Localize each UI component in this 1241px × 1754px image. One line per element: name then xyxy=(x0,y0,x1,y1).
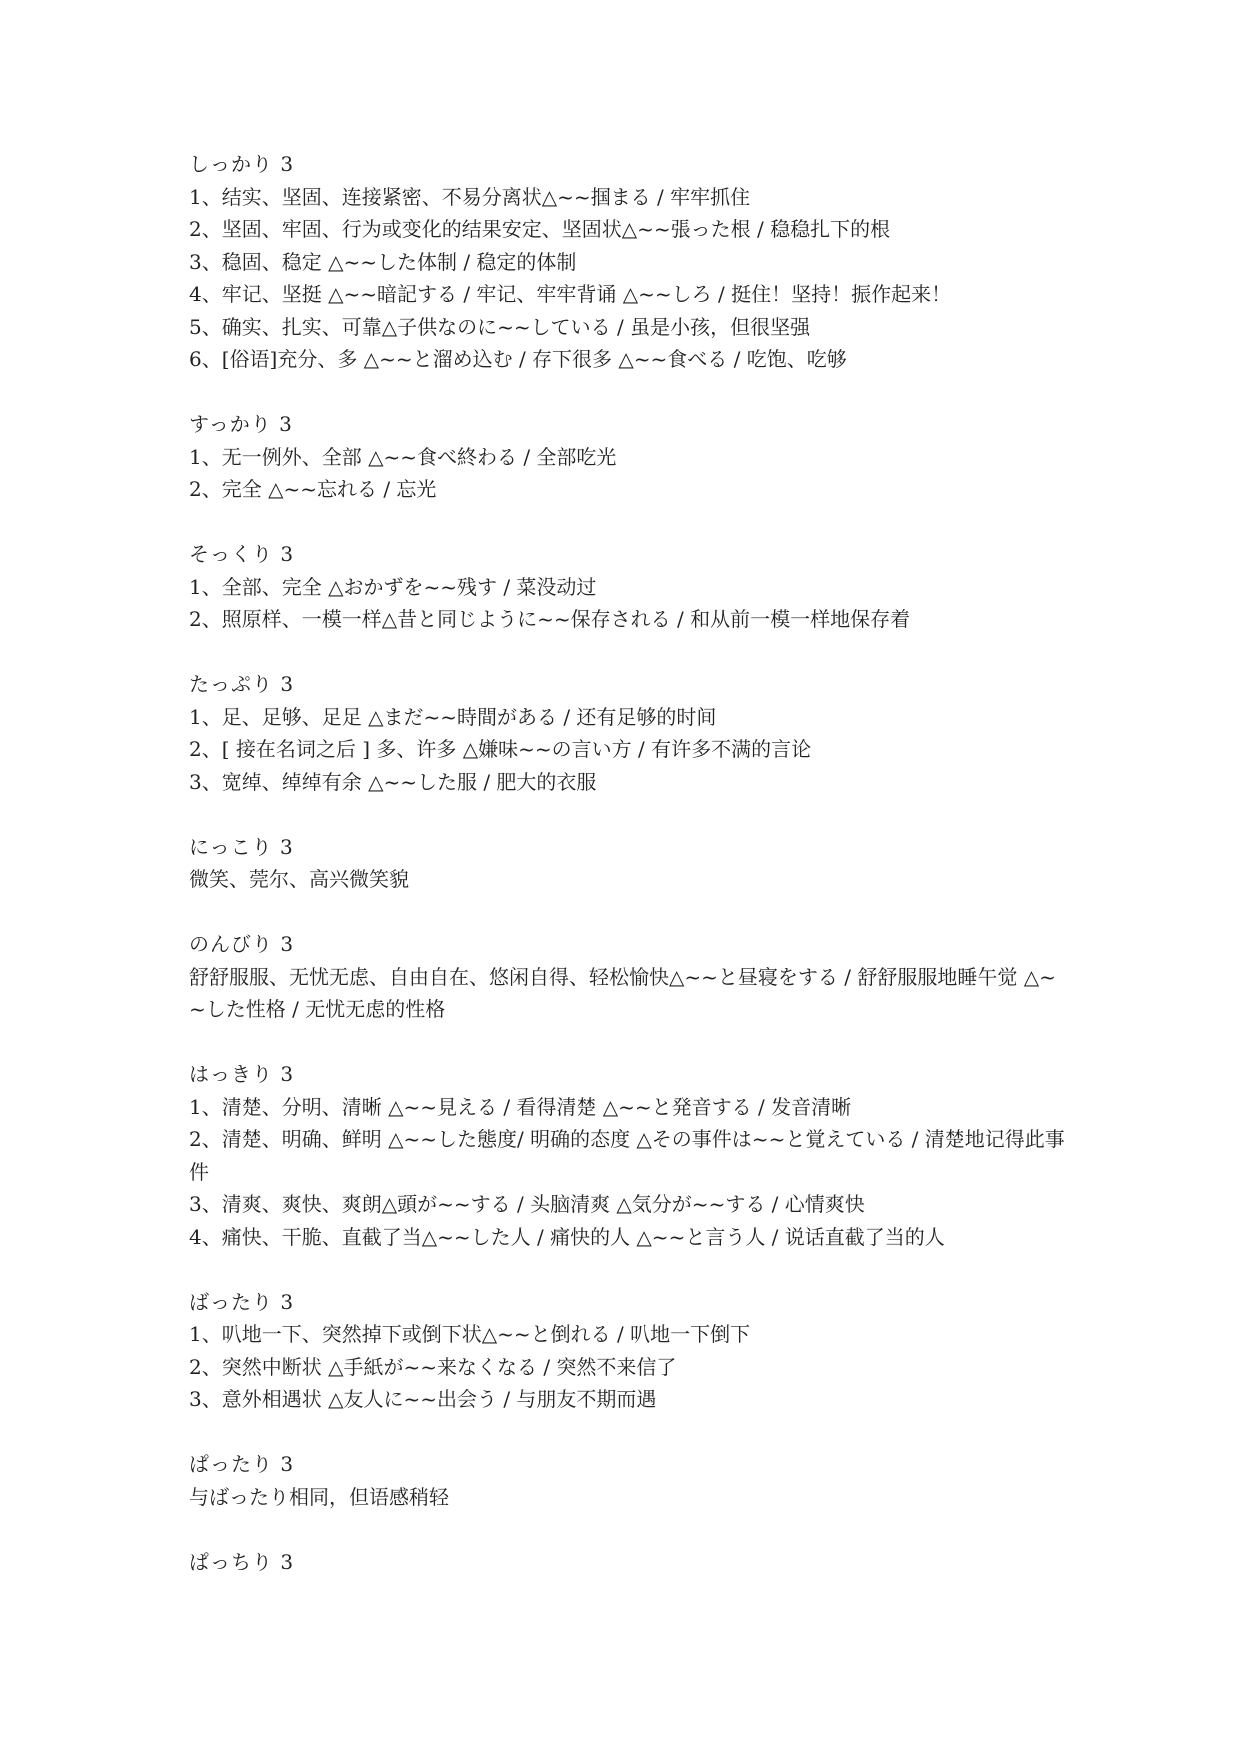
entry-heading: にっこり 3 xyxy=(189,834,294,859)
entry-heading: のんびり 3 xyxy=(189,932,295,956)
definition-line: 1、无一例外、全部 △~~食べ終わる / 全部吃光 xyxy=(189,444,617,469)
entry-sukkari xyxy=(189,408,1069,506)
definition-line: 3、宽绰、绰绰有余 △~~した服 / 肥大的衣服 xyxy=(189,769,597,794)
definition-line: 4、痛快、干脆、直截了当△~~した人 / 痛快的人 △~~と言う人 / 说话直截了当的人 xyxy=(189,1224,945,1249)
definition-line: 6、[俗语]充分、多 △~~と溜め込む / 存下很多 △~~食べる / 吃饱、吃够 xyxy=(189,347,847,371)
definition-line: 微笑、莞尔、高兴微笑貌 xyxy=(189,867,409,891)
definition-line: 1、叭地一下、突然掉下或倒下状△~~と倒れる / 叭地一下倒下 xyxy=(189,1322,751,1346)
entry-heading: しっかり 3 xyxy=(189,152,295,176)
definition-line: 2、坚固、牢固、行为或变化的结果安定、坚固状△~~張った根 / 稳稳扎下的根 xyxy=(189,217,891,241)
definition-line: 5、确实、扎实、可靠△子供なのに~~している / 虽是小孩，但很坚强 xyxy=(189,314,811,339)
definition-line: 舒舒服服、无忧无虑、自由自在、悠闲自得、轻松愉快△~~と昼寝をする / 舒舒服服地睡午觉 △~~した性格 / 无忧无虑的性格 xyxy=(189,964,1056,1021)
definition-line: 与ばったり相同，但语感稍轻 xyxy=(189,1484,449,1509)
entry-nikkori xyxy=(189,831,1069,896)
entry-heading: はっきり 3 xyxy=(189,1062,295,1086)
entry-heading: たっぷり 3 xyxy=(189,672,295,696)
entry-shikkari xyxy=(189,148,1069,376)
entry-heading: そっくり 3 xyxy=(189,542,295,566)
definition-line: 1、结实、坚固、连接紧密、不易分离状△~~掴まる / 牢牢抓住 xyxy=(189,184,751,209)
entry-hakkiri xyxy=(189,1058,1069,1253)
entry-sokkuri xyxy=(189,538,1069,636)
entry-heading: すっかり 3 xyxy=(189,412,293,436)
definition-line: 2、突然中断状 △手紙が~~来なくなる / 突然不来信了 xyxy=(189,1354,677,1379)
entry-tappuri xyxy=(189,668,1069,798)
definition-line: 4、牢记、坚挺 △~~暗記する / 牢记、牢牢背诵 △~~しろ / 挺住！坚持！振作起来！ xyxy=(189,282,952,306)
definition-line: 1、清楚、分明、清晰 △~~見える / 看得清楚 △~~と発音する / 发音清晰 xyxy=(189,1094,852,1119)
document-page xyxy=(189,148,1069,1611)
definition-line: 2、清楚、明确、鲜明 △~~した態度/ 明确的态度 △その事件は~~と覚えている / 清楚地记得此事件 xyxy=(189,1127,1065,1184)
definition-line: 2、照原样、一模一样△昔と同じように~~保存される / 和从前一模一样地保存着 xyxy=(189,607,911,631)
entry-nonbiri xyxy=(189,928,1069,1026)
definition-line: 2、[ 接在名词之后 ] 多、许多 △嫌味~~の言い方 / 有许多不满的言论 xyxy=(189,737,812,761)
entry-pacchiri xyxy=(189,1546,1069,1579)
entry-heading: ばったり 3 xyxy=(189,1289,295,1314)
entry-heading: ぱっちり 3 xyxy=(189,1549,295,1574)
definition-line: 3、清爽、爽快、爽朗△頭が~~する / 头脑清爽 △気分が~~する / 心情爽快 xyxy=(189,1192,865,1216)
entry-battari xyxy=(189,1286,1069,1416)
definition-line: 2、完全 △~~忘れる / 忘光 xyxy=(189,477,437,501)
definition-line: 1、全部、完全 △おかずを~~残す / 菜没动过 xyxy=(189,574,597,599)
definition-line: 3、稳固、稳定 △~~した体制 / 稳定的体制 xyxy=(189,249,577,274)
entry-pattari xyxy=(189,1448,1069,1513)
definition-line: 3、意外相遇状 △友人に~~出会う / 与朋友不期而遇 xyxy=(189,1387,657,1411)
entry-heading: ぱったり 3 xyxy=(189,1452,295,1476)
definition-line: 1、足、足够、足足 △まだ~~時間がある / 还有足够的时间 xyxy=(189,704,717,729)
